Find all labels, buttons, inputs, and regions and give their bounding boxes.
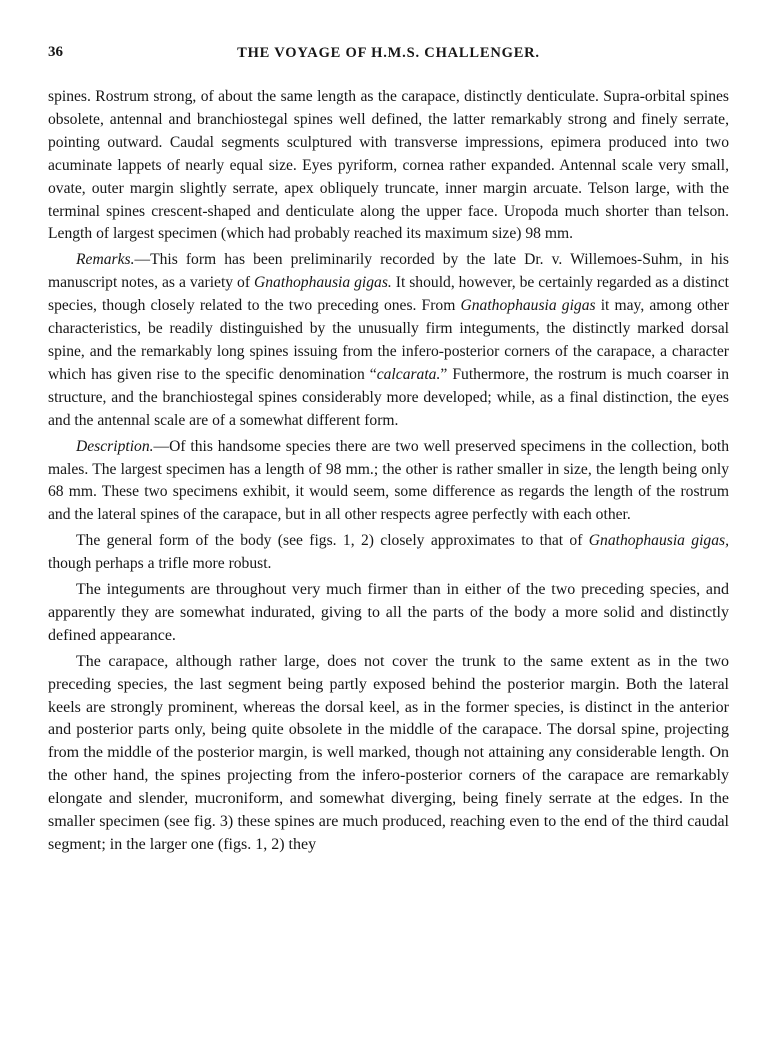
species-name: Gnathophausia gigas. bbox=[254, 274, 392, 292]
species-name: Gnathophausia gigas bbox=[460, 297, 596, 315]
paragraph-remarks bbox=[48, 249, 729, 432]
remarks-heading: Remarks. bbox=[76, 251, 135, 269]
paragraph-integuments bbox=[48, 579, 729, 648]
description-heading: Description. bbox=[76, 437, 154, 455]
text-segment: It should, however, be certainly regarded as a distinct species, though closely related to the two preceding ones. From bbox=[48, 274, 729, 315]
text-segment: though perhaps a trifle more robust. bbox=[48, 555, 272, 573]
running-title: THE VOYAGE OF H.M.S. CHALLENGER. bbox=[237, 45, 540, 61]
paragraph-general-form bbox=[48, 530, 729, 576]
text-segment: —This form has been preliminarily recorded by the late Dr. v. Willemoes-Suhm, in his manuscript notes, as a variety of bbox=[48, 251, 729, 292]
text-segment: The integuments are throughout very much firmer than in either of the two preceding species, and apparently they are somewhat indurated, giving to all the parts of the body a more solid and distinctly defined appearance. bbox=[48, 581, 729, 644]
text-segment: The general form of the body (see figs. 1, 2) closely approximates to that of bbox=[76, 532, 589, 550]
document-page bbox=[48, 44, 729, 860]
text-segment: The carapace, although rather large, does not cover the trunk to the same extent as in the two preceding species, the last segment being partly exposed behind the posterior margin. Both the lateral keels are strongly prominent, whereas the dorsal keel, as in the former species, is distinct in the anterior and posterior parts only, being quite obsolete in the middle of the carapace. The dorsal spine, projecting from the middle of the posterior margin, is well marked, though not attaining any considerable length. On the other hand, the spines projecting from the infero-posterior corners of the carapace are remarkably elongate and slender, mucroniform, and somewhat diverging, being finely serrate at the edges. In the smaller specimen (see fig. 3) these spines are much produced, reaching even to the end of the third caudal segment; in the larger one (figs. 1, 2) they bbox=[48, 652, 729, 853]
text-segment: —Of this handsome species there are two well preserved specimens in the collection, both males. The largest specimen has a length of 98 mm.; the other is rather smaller in size, the length being only 68 mm. These two specimens exhibit, it would seem, some difference as regards the length of the rostrum and the lateral spines of the carapace, but in all other respects agree perfectly with each other. bbox=[48, 437, 729, 524]
paragraph-description bbox=[48, 436, 729, 528]
specific-denomination: calcarata. bbox=[376, 365, 441, 383]
species-name: Gnathophausia gigas, bbox=[588, 532, 729, 550]
page-header bbox=[48, 44, 729, 70]
text-segment: ” Futhermore, the rostrum is much coarser in structure, and the branchiostegal spines considerably more developed; while, as a final distinction, the eyes and the antennal scale are of a somewhat different form. bbox=[48, 365, 729, 429]
text-segment: it may, among other characteristics, be readily distinguished by the unusually firm integuments, the distinctly marked dorsal spine, and the remarkably long spines issuing from the infero-posterior corners of the carapace, a character which has given rise to the specific denomination “ bbox=[48, 297, 729, 383]
paragraph-species-description bbox=[48, 86, 729, 246]
body-text bbox=[48, 86, 729, 857]
text-segment: spines. Rostrum strong, of about the same length as the carapace, distinctly denticulate. Supra-orbital spines obsolete, antennal and branchiostegal spines well defined, the latter remarkably strong and finely serrate, pointing outward. Caudal segments sculptured with transverse impressions, epimera produced into two acuminate lappets of nearly equal size. Eyes pyriform, cornea rather expanded. Antennal scale very small, ovate, outer margin slightly serrate, apex obliquely truncate, inner margin arcuate. Telson large, with the terminal spines crescent-shaped and denticulate along the upper face. Uropoda much shorter than telson. Length of largest specimen (which had probably reached its maximum size) 98 mm. bbox=[48, 88, 729, 243]
page-number: 36 bbox=[48, 44, 63, 60]
paragraph-carapace bbox=[48, 651, 729, 857]
